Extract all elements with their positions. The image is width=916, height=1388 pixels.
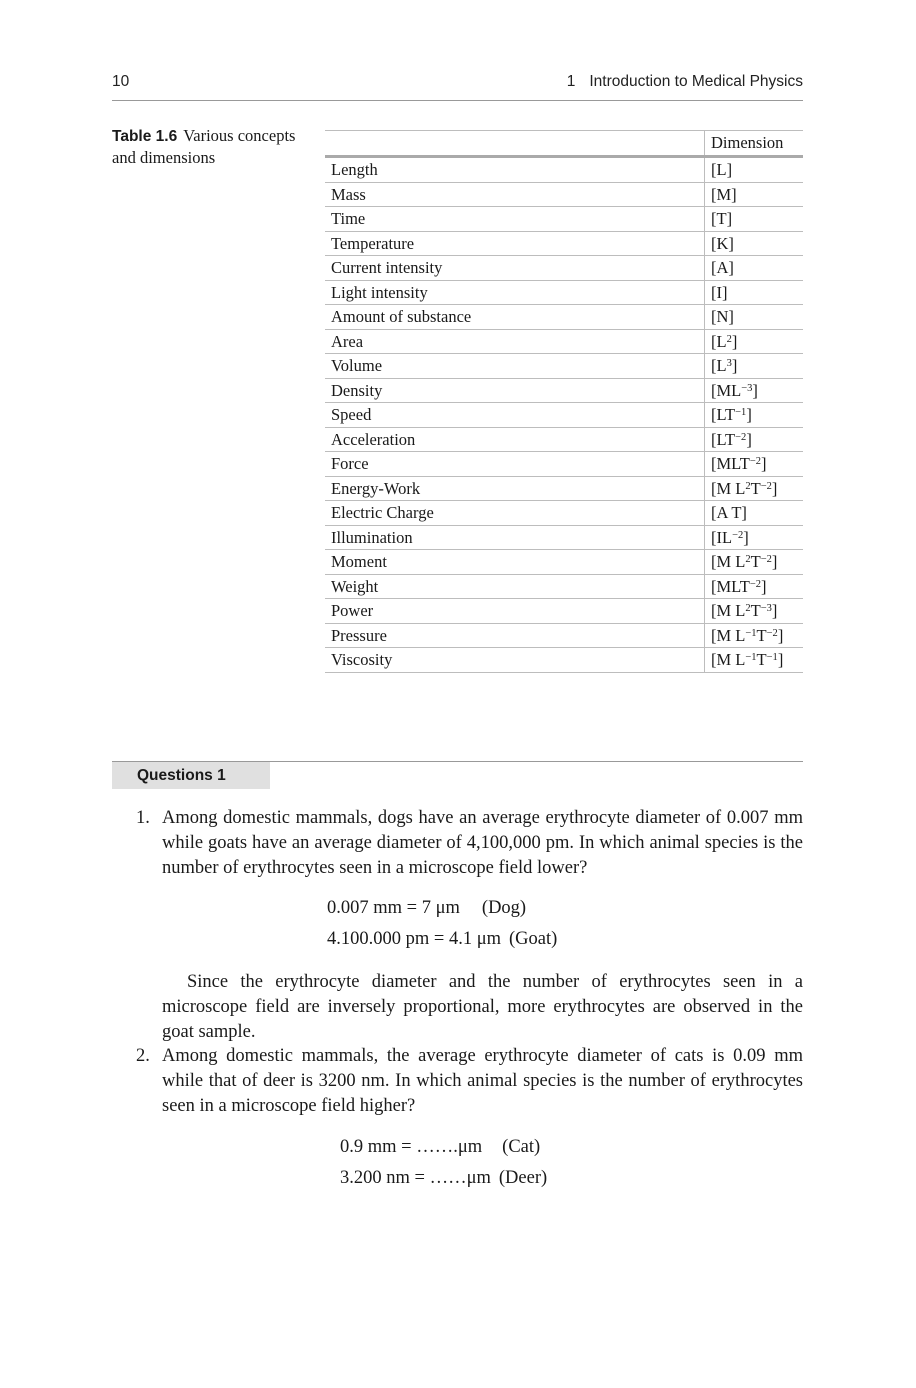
running-head [567,73,803,91]
dimension-cell: [L] [705,157,804,183]
concept-cell: Electric Charge [325,501,705,526]
dimension-cell: [M] [705,182,804,207]
page-number: 10 [112,73,130,90]
dimension-cell: [M $L^2T^{-3}$] [705,599,804,624]
concept-cell: Power [325,599,705,624]
table-row [325,599,803,624]
dimension-cell: [M $L^{-1}T^{-2}$] [705,623,804,648]
concept-cell: Volume [325,354,705,379]
table-row [325,403,803,428]
table-row [325,280,803,305]
table-row [325,501,803,526]
concept-cell: Illumination [325,525,705,550]
question-number: 2. [136,1046,150,1066]
table-row [325,231,803,256]
dimension-cell: $[L^3]$ [705,354,804,379]
table-row [325,305,803,330]
concept-cell: Current intensity [325,256,705,281]
table-row [325,476,803,501]
question-number: 1. [136,808,150,828]
concept-cell: Energy-Work [325,476,705,501]
dimension-cell: [I] [705,280,804,305]
dimension-column-header: Dimension [705,131,804,157]
concept-cell: Time [325,207,705,232]
table-row [325,623,803,648]
concept-cell: Mass [325,182,705,207]
page-header [112,70,803,101]
dimension-cell: [K] [705,231,804,256]
concept-cell: Temperature [325,231,705,256]
concept-cell: Pressure [325,623,705,648]
concept-cell: Density [325,378,705,403]
table-row [325,427,803,452]
questions-section-bar [112,761,803,789]
concept-cell: Light intensity [325,280,705,305]
dimension-cell: $[MLT^{-2}]$ [705,574,804,599]
equation-dog [327,896,526,921]
chapter-number: 1 [566,73,576,90]
table-caption [112,125,302,168]
concept-cell: Length [325,157,705,183]
questions-title [112,762,270,789]
equation-deer-expr: 3.200 nm = ……μm [340,1168,491,1188]
table-row [325,378,803,403]
equation-goat-expr: 4.100.000 pm = 4.1 μm [327,929,502,949]
equation-dog-expr: 0.007 mm = 7 μm [327,898,460,918]
table-header-row [325,131,803,157]
table-body [325,157,803,673]
equation-cat [340,1135,540,1160]
equation-cat-label: (Cat) [502,1137,541,1157]
concept-cell: Area [325,329,705,354]
dimension-cell: $[LT^{-2}]$ [705,427,804,452]
table-label: Table 1.6 [112,128,178,145]
table-row [325,574,803,599]
concept-cell: Amount of substance [325,305,705,330]
dimension-cell: [A T] [705,501,804,526]
table-row [325,550,803,575]
table-row [325,207,803,232]
table-row [325,452,803,477]
concept-cell: Acceleration [325,427,705,452]
dimension-cell: [M $L^{-1}T^{-1}$] [705,648,804,673]
equation-cat-expr: 0.9 mm = …….μm [340,1137,483,1157]
table-row [325,157,803,183]
table-caption-text: Various concepts and dimensions [112,126,296,167]
concept-cell: Viscosity [325,648,705,673]
equation-deer-label: (Deer) [498,1168,548,1188]
table-row [325,648,803,673]
concept-cell: Force [325,452,705,477]
concept-column-header [325,131,705,157]
concept-cell: Weight [325,574,705,599]
table-row [325,525,803,550]
concept-cell: Speed [325,403,705,428]
dimensions-table [325,130,803,673]
dimension-cell: $[L^2]$ [705,329,804,354]
dimension-cell: $[ML^{-3}]$ [705,378,804,403]
equation-goat [327,927,557,952]
question-1-answer: Since the erythrocyte diameter and the number of erythrocytes seen in a microscope field are inversely proportional, more erythrocytes are observed in the goat sample. [162,972,803,1042]
table-row [325,182,803,207]
table-row [325,256,803,281]
questions-title-text: Questions 1 [137,767,226,784]
dimension-cell: [N] [705,305,804,330]
dimension-cell: [M $L^2T^{-2}$] [705,476,804,501]
dimension-cell: [M $L^2T^{-2}$] [705,550,804,575]
table-row [325,329,803,354]
dimension-cell: [T] [705,207,804,232]
table-row [325,354,803,379]
question-1-text: Among domestic mammals, dogs have an average erythrocyte diameter of 0.007 mm while goats have an average diameter of 4,100,000 pm. In which animal species is the number of erythrocytes seen in a microscope field lower? [162,808,803,878]
dimension-cell: $[LT^{-1}]$ [705,403,804,428]
dimension-cell: $[IL^{-2}]$ [705,525,804,550]
dimension-cell: $[MLT^{-2}]$ [705,452,804,477]
concept-cell: Moment [325,550,705,575]
equation-dog-label: (Dog) [481,898,527,918]
equation-goat-label: (Goat) [509,929,558,949]
dimension-cell: [A] [705,256,804,281]
question-2-text: Among domestic mammals, the average erythrocyte diameter of cats is 0.09 mm while that of deer is 3200 nm. In which animal species is the number of erythrocytes seen in a microscope field higher? [162,1046,803,1116]
chapter-title: Introduction to Medical Physics [589,73,803,90]
equation-deer [340,1166,547,1191]
